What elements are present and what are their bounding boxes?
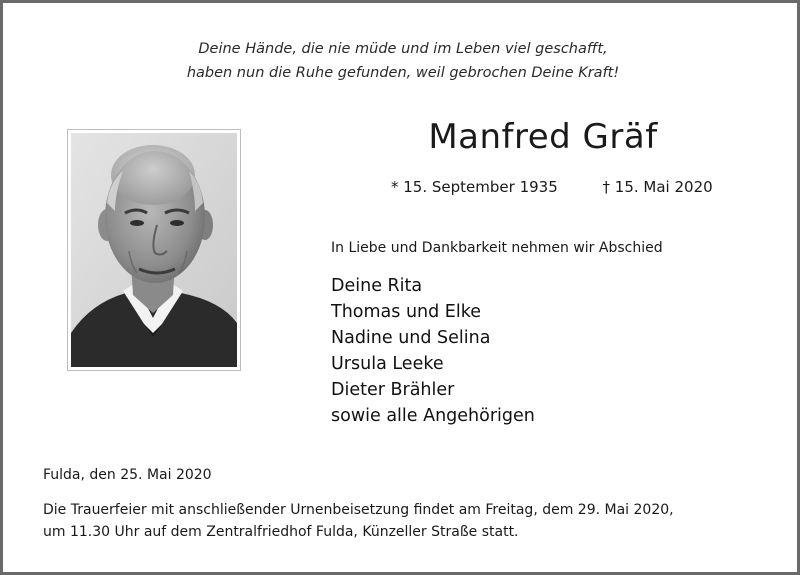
mourner-item: Deine Rita: [331, 276, 423, 296]
death-date: † 15. Mai 2020: [602, 178, 713, 196]
farewell-line: In Liebe und Dankbarkeit nehmen wir Abschied: [331, 240, 663, 256]
mourner-item: Thomas und Elke: [331, 302, 481, 322]
poem-line-1: Deine Hände, die nie müde und im Leben viel geschafft,: [198, 41, 608, 57]
deceased-name: Manfred Gräf: [428, 117, 658, 157]
life-dates: [391, 177, 713, 197]
mourner-item: Ursula Leeke: [331, 354, 444, 374]
place-and-date: Fulda, den 25. Mai 2020: [43, 467, 212, 483]
mourner-item: sowie alle Angehörigen: [331, 406, 535, 426]
mourner-item: Nadine und Selina: [331, 328, 491, 348]
birth-date: * 15. September 1935: [391, 178, 558, 196]
service-line-1: Die Trauerfeier mit anschließender Urnenbeisetzung findet am Freitag, dem 29. Mai 2020,: [43, 502, 674, 518]
funeral-service-info: [43, 499, 763, 543]
service-line-2: um 11.30 Uhr auf dem Zentralfriedhof Fulda, Künzeller Straße statt.: [43, 524, 519, 540]
mourners-list: [331, 273, 535, 429]
mourner-item: Dieter Brähler: [331, 380, 455, 400]
memorial-poem: [3, 37, 800, 85]
portrait-photo-frame: [67, 129, 241, 371]
portrait-photo: [71, 133, 237, 367]
poem-line-2: haben nun die Ruhe gefunden, weil gebrochen Deine Kraft!: [186, 65, 620, 81]
